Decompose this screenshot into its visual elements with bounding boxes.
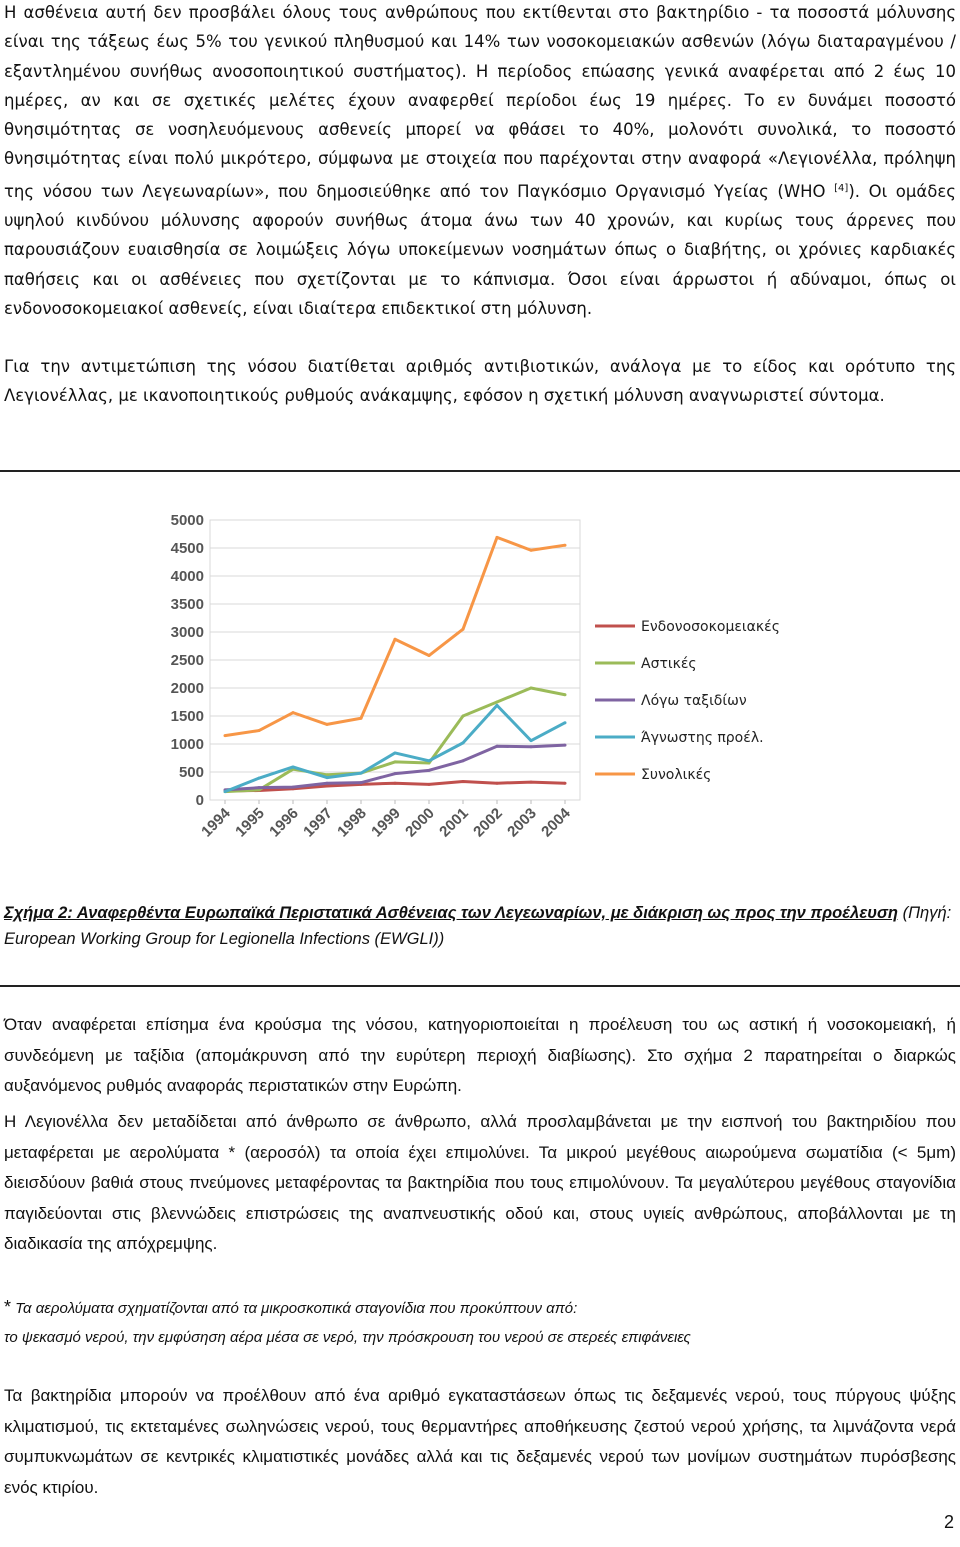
y-tick-label: 500 — [178, 764, 204, 781]
footnote-line1: Τα αερολύματα σχηματίζονται από τα μικροσκοπικά σταγονίδια που προκύπτουν από: — [11, 1300, 578, 1317]
x-tick-label: 2001 — [436, 804, 472, 841]
y-tick-label: 0 — [195, 792, 204, 809]
data-point — [428, 759, 431, 762]
data-point — [462, 628, 465, 631]
x-tick-label: 1999 — [368, 804, 404, 841]
footnote-star: * — [4, 1297, 12, 1317]
treatment-paragraph: Για την αντιμετώπιση της νόσου διατίθεται αριθμός αντιβιοτικών, ανάλογα με το είδος και ορότυπο της Λεγιονέλλας, με ικανοποιητικούς ρυθμούς ανάκαμψης, εφόσον η σχετική μόλυνση αναγνωριστεί σύντομα. — [4, 357, 956, 406]
data-point — [394, 760, 397, 763]
x-tick-label: 1995 — [232, 804, 268, 841]
data-point — [496, 536, 499, 539]
data-point — [360, 781, 363, 784]
y-tick-label: 3000 — [170, 624, 204, 641]
y-tick-label: 2500 — [170, 652, 204, 669]
aerosol-footnote — [4, 1293, 956, 1352]
legend-label: Αστικές — [641, 656, 697, 672]
data-point — [530, 549, 533, 552]
data-point — [326, 785, 329, 788]
y-tick-label: 3500 — [170, 596, 204, 613]
data-point — [326, 723, 329, 726]
data-point — [530, 745, 533, 748]
data-point — [292, 765, 295, 768]
x-tick-label: 2000 — [402, 804, 438, 841]
data-point — [530, 739, 533, 742]
data-point — [496, 745, 499, 748]
data-point — [564, 544, 567, 547]
x-tick-label: 2004 — [538, 804, 574, 841]
page-number: 2 — [943, 1512, 954, 1532]
data-point — [292, 786, 295, 789]
data-point — [496, 782, 499, 785]
data-point — [258, 786, 261, 789]
reference-marker: [4] — [834, 182, 849, 194]
classification-paragraph: Όταν αναφέρεται επίσημα ένα κρούσμα της νόσου, κατηγοριοποιείται η προέλευση του ως αστική ή νοσοκομειακή, ή συνδεόμενη με ταξίδια (απομάκρυνση από την ευρύτερη περιοχή διαβίωσης). Στο σχήμα 2 παρατηρείται ο διαρκώς αυξανόμενος ρυθμός αναφοράς περιστατικών στην Ευρώπη. — [4, 1015, 956, 1095]
data-point — [462, 715, 465, 718]
data-point — [462, 741, 465, 744]
data-point — [496, 701, 499, 704]
legend-label: Συνολικές — [641, 767, 712, 783]
caption-source: (Πηγή: European Working Group for Legionella Infections (EWGLI)) — [4, 904, 952, 948]
transmission-paragraph: Η Λεγιονέλλα δεν μεταδίδεται από άνθρωπο σε άνθρωπο, αλλά προσλαμβάνεται με την εισπνοή του βακτηριδίου που μεταφέρεται με αερολύματα * (αεροσόλ) τα οποία έχει επιμολύνει. Τα μικρού μεγέθους αιωρούμενα σωματίδια (< 5μm) διεισδύουν βαθιά στους πνεύμονες μεταφέροντας τα βακτηρίδια που τους επιμολύνουν. Τα μεγαλύτερου μεγέθους σταγονίδια παγιδεύονται στις βλεννώδεις επιστρώσεις της αναπνευστικής οδού και, στους υγιείς ανθρώπους, αποβάλλονται με τη διαδικασία της απόχρεμψης. — [4, 1112, 956, 1253]
legionella-cases-line-chart — [140, 490, 820, 890]
data-point — [564, 721, 567, 724]
data-point — [326, 776, 329, 779]
data-point — [394, 751, 397, 754]
data-point — [428, 654, 431, 657]
y-tick-label: 4500 — [170, 540, 204, 557]
data-point — [360, 717, 363, 720]
y-tick-label: 1500 — [170, 708, 204, 725]
x-tick-label: 1997 — [300, 804, 336, 841]
intro-text-part2: ). Οι ομάδες υψηλού κινδύνου μόλυνσης αφορούν συνήθως άτομα άνω των 40 χρονών, και κυρίως τους άρρενες που παρουσιάζουν ευαισθησία σε λοιμώξεις λόγω υποκείμενων νοσημάτων όπως ο διαβήτης, οι χρόνιες καρδιακές παθήσεις και οι ασθένειες που σχετίζονται με το κάπνισμα. Όσοι είναι άρρωστοι ή αδύναμοι, όπως οι ενδονοσοκομειακοί ασθενείς, είναι ιδιαίτερα επιδεκτικοί στη μόλυνση. — [4, 181, 956, 318]
data-point — [394, 638, 397, 641]
data-point — [564, 744, 567, 747]
data-point — [530, 687, 533, 690]
data-point — [564, 693, 567, 696]
x-tick-label: 1998 — [334, 804, 370, 841]
legend-label: Ενδονοσοκομειακές — [641, 619, 780, 635]
caption-title: Σχήμα 2: Αναφερθέντα Ευρωπαϊκά Περιστατικά Ασθένειας των Λεγεωναρίων, με διάκριση ως προς την προέλευση — [4, 904, 898, 922]
data-point — [224, 734, 227, 737]
data-point — [462, 780, 465, 783]
legend-label: Λόγω ταξιδίων — [641, 693, 747, 709]
divider-top — [0, 470, 960, 472]
data-point — [258, 777, 261, 780]
data-point — [428, 769, 431, 772]
data-point — [394, 772, 397, 775]
data-point — [326, 782, 329, 785]
y-tick-label: 4000 — [170, 568, 204, 585]
x-tick-label: 1996 — [266, 804, 302, 841]
data-point — [462, 759, 465, 762]
data-point — [564, 782, 567, 785]
data-point — [530, 781, 533, 784]
legend-label: Άγνωστης προέλ. — [641, 730, 764, 746]
data-point — [360, 772, 363, 775]
x-tick-label: 1994 — [198, 804, 234, 841]
divider-bottom — [0, 985, 960, 987]
data-point — [224, 790, 227, 793]
intro-text-part1: Η ασθένεια αυτή δεν προσβάλει όλους τους ανθρώπους που εκτίθενται στο βακτηρίδιο - τα ποσοστά μόλυνσης είναι της τάξεως έως 5% του γενικού πληθυσμού και 14% των νοσοκομειακών ασθενών (λόγω διαταραγμένου / εξαντλημένου συνήθως ανοσοποιητικού συστήματος). Η περίοδος επώασης γενικά αναφέρεται από 2 έως 10 ημέρες, αν και σε σχετικές μελέτες έχουν αναφερθεί περίοδοι έως 19 ημέρες. Το εν δυνάμει ποσοστό θνησιμότητας σε νοσηλευόμενους ασθενείς μπορεί να φθάσει το 40%, μολονότι συνολικά, το ποσοστό θνησιμότητας είναι πολύ μικρότερο, σύμφωνα με στοιχεία που παρέχονται στην αναφορά «Λεγιονέλλα, πρόληψη της νόσου των Λεγεωναρίων», που δημοσιεύθηκε από τον Παγκόσμιο Οργανισμό Υγείας (WHO — [4, 3, 956, 201]
x-tick-label: 2002 — [470, 804, 506, 841]
footnote-line2: το ψεκασμό νερού, την εμφύσηση αέρα μέσα σε νερό, την πρόσκρουση του νερού σε στερεές επιφάνειες — [4, 1329, 691, 1346]
intro-paragraph — [4, 0, 956, 323]
figure-caption — [4, 900, 956, 952]
x-tick-label: 2003 — [504, 804, 540, 841]
data-point — [292, 711, 295, 714]
data-point — [428, 783, 431, 786]
y-tick-label: 2000 — [170, 680, 204, 697]
y-tick-label: 5000 — [170, 512, 204, 529]
sources-paragraph: Τα βακτηρίδια μπορούν να προέλθουν από ένα αριθμό εγκαταστάσεων όπως τις δεξαμενές νερού, τους πύργους ψύξης κλιματισμού, τις εκτεταμένες σωληνώσεις νερού, τους θερμαντήρες αποθήκευσης ζεστού νερού χρήσης, τα λιμνάζοντα νερά συμπυκνωμάτων σε κεντρικές κλιματιστικές μονάδες αλλά και τις δεξαμενές νερού των μονίμων συστημάτων πυρόσβεσης ενός κτιρίου. — [4, 1386, 956, 1497]
data-point — [258, 729, 261, 732]
data-point — [394, 782, 397, 785]
y-tick-label: 1000 — [170, 736, 204, 753]
data-point — [496, 704, 499, 707]
